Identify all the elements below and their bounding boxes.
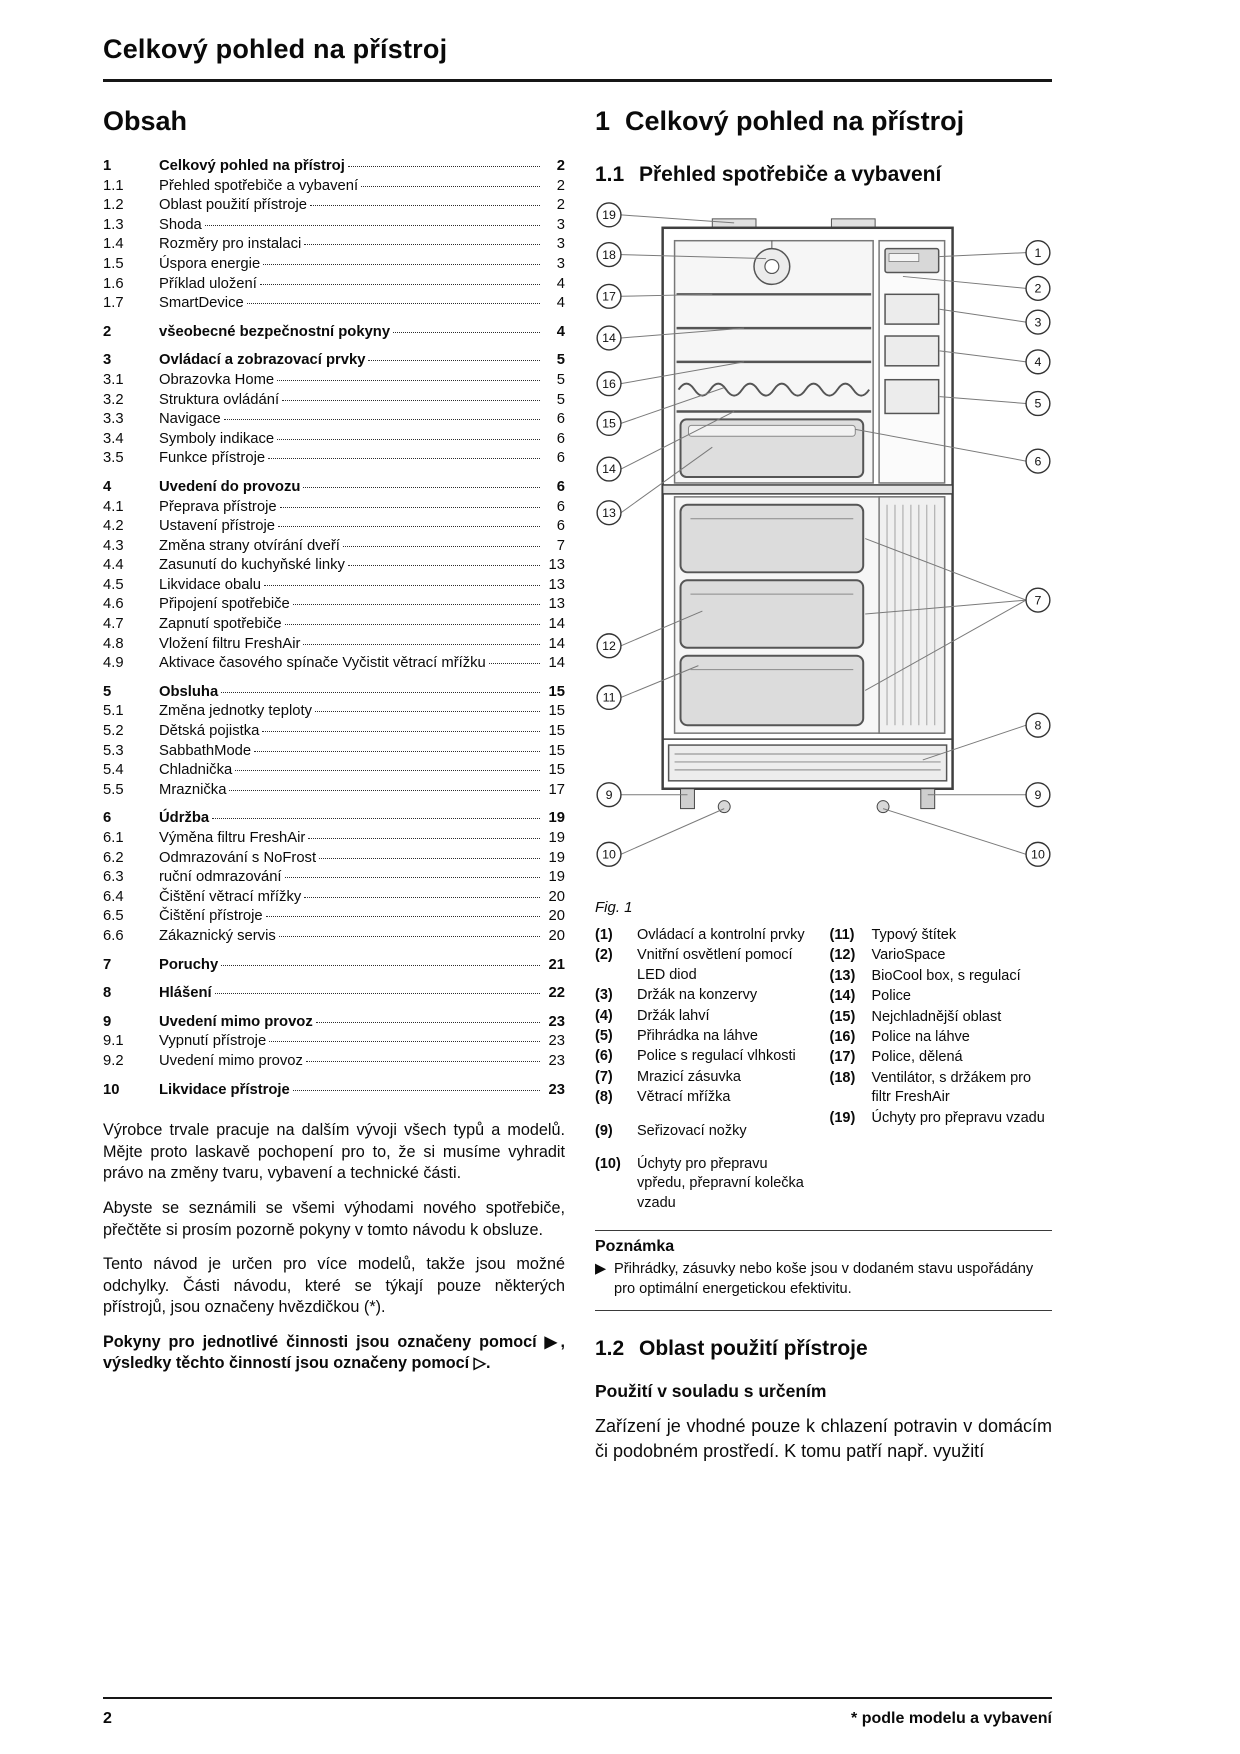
legend-item: (11) Typový štítek [829, 927, 957, 943]
toc-item: 5.2 Dětská pojistka 15 [103, 723, 565, 740]
toc-item: 4.6 Připojení spotřebiče 13 [103, 596, 565, 613]
toc-item: 6.3 ruční odmrazování 19 [103, 869, 565, 886]
figure-callout-number: 17 [602, 289, 616, 304]
toc-item: 1.1 Přehled spotřebiče a vybavení 2 [103, 177, 565, 194]
figure-callout-number: 4 [1034, 354, 1042, 369]
section-1-2-title: Oblast použití přístroje [639, 1337, 868, 1361]
content-columns [103, 106, 1052, 1464]
intended-use-body: Zařízení je vhodné pouze k chlazení potravin v domácím či podobném prostředí. K tomu patří např. využití [595, 1416, 1052, 1462]
toc-item: 6.2 Odmrazování s NoFrost 19 [103, 849, 565, 866]
legend-item: (8) Větrací mřížka [595, 1089, 731, 1106]
intro-paragraph: Abyste se seznámili se všemi výhodami nového spotřebiče, přečtěte si prosím pozorně pokyny v tomto návodu k obsluze. [103, 1198, 565, 1239]
intro-paragraph: Výrobce trvale pracuje na dalším vývoji všech typů a modelů. Mějte proto laskavě pochopení pro to, že si musíme vyhradit právo na změny tvaru, vybavení a technické části. [103, 1121, 565, 1183]
note-bullet-icon: ▶ [595, 1261, 607, 1278]
figure-callout-number: 7 [1034, 593, 1042, 608]
figure-1 [595, 199, 1052, 899]
toc-item: 1 Celkový pohled na přístroj 2 [103, 158, 565, 174]
toc-item: 10 Likvidace přístroje 23 [103, 1081, 565, 1098]
toc-item: 3.1 Obrazovka Home 5 [103, 371, 565, 388]
toc-item: 1.2 Oblast použití přístroje 2 [103, 197, 565, 214]
figure-callout-number: 18 [602, 247, 616, 262]
door-bin [885, 294, 939, 324]
legend-column-left [595, 926, 818, 1214]
figure-callout-number: 14 [602, 331, 616, 346]
refrigerator-drawing [595, 199, 1052, 894]
legend-column-right [830, 926, 1053, 1214]
figure-legend [595, 926, 1052, 1214]
toc-item: 3.2 Struktura ovládání 5 [103, 391, 565, 408]
page-footer [103, 1697, 1052, 1728]
toc-item: 1.4 Rozměry pro instalaci 3 [103, 236, 565, 253]
note-title: Poznámka [595, 1238, 675, 1256]
transport-wheel [877, 801, 889, 813]
toc-item: 8 Hlášení 22 [103, 985, 565, 1002]
intro-paragraph: Tento návod je určen pro více modelů, takže jsou možné odchylky. Části návodu, které se týkají pouze některých přístrojů, jsou označeny hvězdičkou (*). [103, 1255, 565, 1317]
toc-item: 9 Uvedení mimo provoz 23 [103, 1013, 565, 1030]
figure-callout-number: 10 [1031, 847, 1045, 862]
toc-item: 5 Obsluha 15 [103, 683, 565, 700]
legend-item: (13) BioCool box, s regulací [829, 967, 1021, 984]
toc-item: 4.2 Ustavení přístroje 6 [103, 518, 565, 535]
toc-item: 4.3 Změna strany otvírání dveří 7 [103, 537, 565, 554]
figure-callout-number: 5 [1034, 396, 1042, 411]
toc-item: 4.7 Zapnutí spotřebiče 14 [103, 616, 565, 633]
figure-callout-number: 2 [1034, 281, 1042, 296]
section-1-2-number: 1.2 [595, 1337, 625, 1361]
section-1-2-heading [595, 1337, 1052, 1361]
page-number: 2 [103, 1710, 112, 1727]
legend-item: (3) Držák na konzervy [595, 987, 758, 1004]
toc-item: 3.3 Navigace 6 [103, 411, 565, 428]
section-1-number: 1 [595, 106, 611, 136]
figure-callout-number: 12 [602, 638, 616, 653]
toc-item: 5.4 Chladnička 15 [103, 762, 565, 779]
toc-item: 3.4 Symboly indikace 6 [103, 430, 565, 447]
vent-grille [669, 745, 947, 781]
toc-item: 6.4 Čištění větrací mřížky 20 [103, 888, 565, 905]
legend-item: (16) Police na láhve [829, 1029, 970, 1046]
footer-note: * podle modelu a vybavení [851, 1710, 1052, 1727]
toc-item: 3 Ovládací a zobrazovací prvky 5 [103, 352, 565, 369]
toc-item: 1.6 Příklad uložení 4 [103, 275, 565, 292]
transport-handle [831, 219, 875, 228]
figure-callout-number: 15 [602, 416, 616, 431]
figure-callout-number: 16 [602, 376, 616, 391]
toc-item: 4.4 Zasunutí do kuchyňské linky 13 [103, 557, 565, 574]
legend-item: (1) Ovládací a kontrolní prvky [595, 927, 805, 943]
toc-item: 3.5 Funkce přístroje 6 [103, 450, 565, 467]
toc-item: 2 všeobecné bezpečnostní pokyny 4 [103, 323, 565, 340]
toc-item: 1.3 Shoda 3 [103, 216, 565, 233]
running-header-title: Celkový pohled na přístroj [103, 34, 448, 64]
toc-item: 1.7 SmartDevice 4 [103, 295, 565, 312]
legend-item: (7) Mrazicí zásuvka [595, 1068, 741, 1085]
compartment-divider [663, 485, 953, 494]
figure-callout-number: 3 [1034, 315, 1042, 330]
note-text: Přihrádky, zásuvky nebo koše jsou v dodaném stavu uspořádány pro optimální energetickou efektivitu. [614, 1261, 1034, 1297]
legend-item: (14) Police [829, 988, 911, 1005]
toc-item: 6.5 Čištění přístroje 20 [103, 908, 565, 925]
figure-callout-number: 8 [1034, 718, 1042, 733]
legend-item: (5) Přihrádka na láhve [595, 1028, 758, 1045]
note-block [595, 1230, 1052, 1311]
transport-handle [712, 219, 756, 228]
legend-item: (17) Police, dělená [829, 1049, 963, 1066]
intended-use-heading: Použití v souladu s určením [595, 1381, 827, 1402]
figure-callout-number: 13 [602, 505, 616, 520]
intro-paragraph: Pokyny pro jednotlivé činnosti jsou označeny pomocí ▶, výsledky těchto činností jsou označeny pomocí ▷. [103, 1332, 565, 1373]
content-column [595, 106, 1052, 1464]
figure-callout-number: 19 [602, 208, 616, 223]
toc-item: 6.1 Výměna filtru FreshAir 19 [103, 830, 565, 846]
legend-item: (18) Ventilátor, s držákem pro filtr FreshAir [829, 1069, 1032, 1106]
legend-item: (12) VarioSpace [829, 947, 946, 964]
toc-list [103, 157, 565, 1100]
toc-item: 4.5 Likvidace obalu 13 [103, 576, 565, 593]
toc-item: 1.5 Úspora energie 3 [103, 255, 565, 272]
figure-callout-number: 1 [1034, 245, 1042, 260]
figure-callout-number: 11 [602, 690, 616, 705]
legend-item: (4) Držák lahví [595, 1007, 710, 1024]
toc-item: 9.1 Vypnutí přístroje 23 [103, 1033, 565, 1050]
toc-item: 5.3 SabbathMode 15 [103, 742, 565, 759]
section-1-title: Celkový pohled na přístroj [625, 106, 965, 136]
section-1-1-number: 1.1 [595, 163, 625, 186]
figure-callout-number: 9 [1034, 787, 1042, 802]
legend-item: (10) Úchyty pro přepravu vpředu, přepravní kolečka vzadu [595, 1156, 804, 1211]
toc-item: 4 Uvedení do provozu 6 [103, 478, 565, 495]
legend-item: (19) Úchyty pro přepravu vzadu [829, 1109, 1045, 1126]
legend-item: (15) Nejchladnější oblast [829, 1008, 1002, 1025]
toc-item: 5.5 Mraznička 17 [103, 781, 565, 798]
figure-callout-number: 6 [1034, 454, 1042, 469]
intro-paragraphs [103, 1120, 565, 1375]
toc-item: 5.1 Změna jednotky teploty 15 [103, 703, 565, 720]
adjustable-foot [921, 789, 935, 809]
legend-item: (2) Vnitřní osvětlení pomocí LED diod [595, 947, 793, 983]
figure-callout-number: 14 [602, 462, 616, 477]
door-bin [885, 336, 939, 366]
adjustable-foot [681, 789, 695, 809]
legend-item: (9) Seřizovací nožky [595, 1122, 747, 1139]
toc-title: Obsah [103, 106, 188, 136]
toc-item: 6 Údržba 19 [103, 810, 565, 827]
toc-item: 4.9 Aktivace časového spínače Vyčistit větrací mřížku 14 [103, 655, 565, 672]
section-1-1-heading [595, 163, 1052, 187]
section-1-heading [595, 106, 1052, 137]
page-header [103, 34, 1052, 82]
section-1-1-title: Přehled spotřebiče a vybavení [639, 163, 942, 186]
legend-item: (6) Police s regulací vlhkosti [595, 1048, 796, 1065]
figure-caption: Fig. 1 [595, 899, 633, 916]
figure-callout-number: 9 [605, 787, 613, 802]
toc-item: 6.6 Zákaznický servis 20 [103, 927, 565, 944]
figure-callout-number: 10 [602, 847, 616, 862]
toc-item: 4.8 Vložení filtru FreshAir 14 [103, 635, 565, 652]
toc-item: 4.1 Přeprava přístroje 6 [103, 498, 565, 515]
freezer-drawers [681, 505, 864, 725]
toc-item: 9.2 Uvedení mimo provoz 23 [103, 1052, 565, 1069]
toc-item: 7 Poruchy 21 [103, 956, 565, 973]
toc-column [103, 106, 565, 1464]
door-bin [885, 380, 939, 414]
